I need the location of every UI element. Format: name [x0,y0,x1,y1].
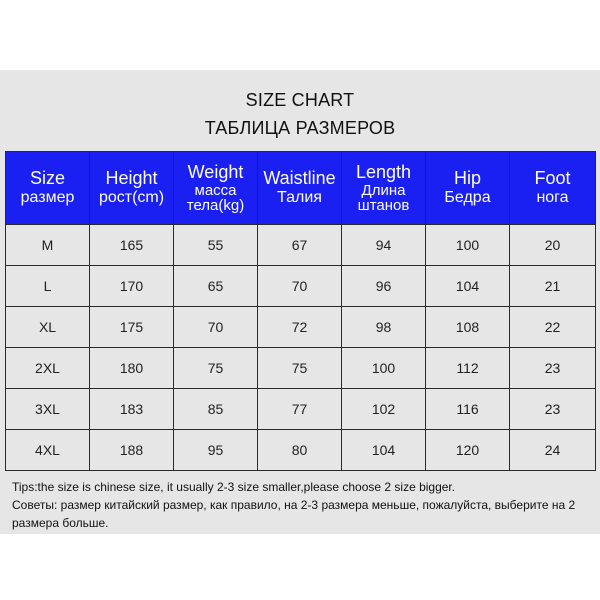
header-size [6,152,90,225]
cell-height: 180 [90,348,174,389]
cell-waistline: 67 [258,225,342,266]
header-label-ru: масса тела(kg) [186,181,245,215]
header-waistline [258,152,342,225]
cell-weight: 55 [174,225,258,266]
table-header-row [6,152,596,225]
cell-hip: 100 [426,225,510,266]
header-weight [174,152,258,225]
cell-waistline: 72 [258,307,342,348]
header-height [90,152,174,225]
cell-height: 165 [90,225,174,266]
cell-waistline: 70 [258,266,342,307]
cell-hip: 116 [426,389,510,430]
header-label-en: Weight [187,161,244,182]
header-length [342,152,426,225]
cell-size: XL [6,307,90,348]
cell-size: 4XL [6,430,90,471]
cell-height: 170 [90,266,174,307]
cell-foot: 21 [510,266,596,307]
header-hip [426,152,510,225]
table-row [6,430,596,471]
cell-foot: 23 [510,348,596,389]
header-foot [510,152,596,225]
header-label-en: Length [355,161,412,182]
header-label-en: Height [105,168,158,189]
header-label-en: Hip [453,168,481,189]
size-table [5,151,596,471]
cell-size: 2XL [6,348,90,389]
cell-length: 104 [342,430,426,471]
header-label-ru: нога [536,189,569,207]
cell-size: M [6,225,90,266]
cell-length: 100 [342,348,426,389]
cell-foot: 22 [510,307,596,348]
title-ru: ТАБЛИЦА РАЗМЕРОВ [204,118,396,138]
cell-foot: 23 [510,389,596,430]
cell-height: 188 [90,430,174,471]
cell-foot: 24 [510,430,596,471]
table-row [6,266,596,307]
header-label-en: Size [29,168,65,189]
tips-ru: Советы: размер китайский размер, как правило, на 2-3 размера меньше, пожалуйста, выберите на 2 размера больше. [12,498,576,530]
table-row [6,348,596,389]
title-en: SIZE CHART [245,90,355,110]
header-label-ru: Бедра [444,189,491,207]
header-label-ru: Талия [277,189,322,207]
cell-size: 3XL [6,389,90,430]
cell-length: 94 [342,225,426,266]
cell-weight: 95 [174,430,258,471]
cell-length: 96 [342,266,426,307]
tips-en: Tips:the size is chinese size, it usually 2-3 size smaller,please choose 2 size bigger. [12,480,456,494]
cell-length: 98 [342,307,426,348]
cell-waistline: 80 [258,430,342,471]
cell-weight: 70 [174,307,258,348]
table-row [6,225,596,266]
header-label-en: Waistline [263,168,336,189]
size-tips [12,478,590,532]
cell-hip: 104 [426,266,510,307]
cell-weight: 65 [174,266,258,307]
cell-foot: 20 [510,225,596,266]
cell-hip: 108 [426,307,510,348]
cell-size: L [6,266,90,307]
header-label-en: Foot [534,168,571,189]
cell-weight: 85 [174,389,258,430]
cell-weight: 75 [174,348,258,389]
cell-hip: 112 [426,348,510,389]
header-label-ru: размер [20,189,75,207]
cell-height: 175 [90,307,174,348]
cell-waistline: 77 [258,389,342,430]
cell-hip: 120 [426,430,510,471]
cell-height: 183 [90,389,174,430]
cell-length: 102 [342,389,426,430]
header-label-ru: рост(cm) [98,189,165,207]
cell-waistline: 75 [258,348,342,389]
header-label-ru: Длина штанов [357,181,410,215]
table-row [6,307,596,348]
table-row [6,389,596,430]
